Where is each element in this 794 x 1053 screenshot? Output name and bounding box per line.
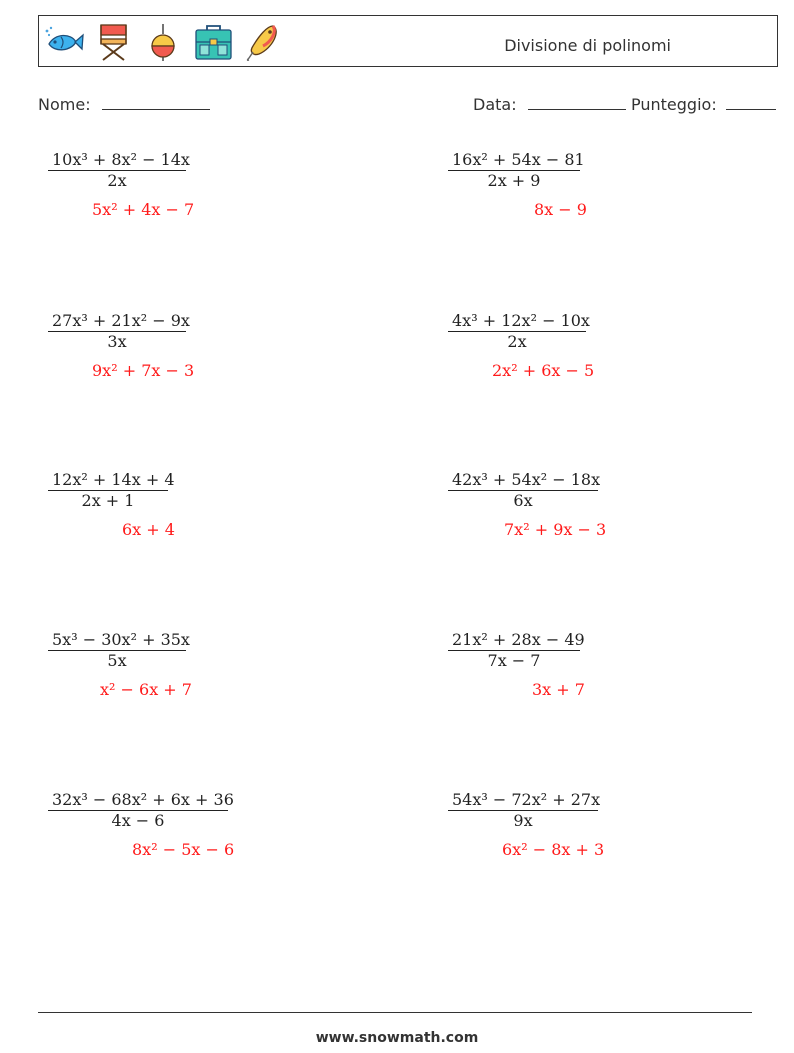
score-blank[interactable] [726,95,776,110]
fraction [48,630,190,671]
numerator: 5x³ − 30x² + 35x [52,630,190,649]
fishing-bobber-icon [143,22,184,62]
fraction [448,790,601,831]
date-label: Data: [473,95,517,114]
tackle-box-icon [193,22,234,62]
denominator: 2x + 1 [81,491,135,510]
numerator: 32x³ − 68x² + 6x + 36 [52,790,234,809]
date-field [473,95,626,114]
numerator: 42x³ + 54x² − 18x [452,470,601,489]
fraction [448,630,585,671]
numerator: 27x³ + 21x² − 9x [52,311,190,330]
fraction [48,470,175,511]
fraction [448,311,590,352]
name-field [38,95,210,114]
numerator: 16x² + 54x − 81 [452,150,585,169]
footer-url: www.snowmath.com [315,1030,479,1046]
denominator: 9x [513,811,533,830]
denominator: 2x [107,171,127,190]
score-label: Punteggio: [631,95,717,114]
fish-icon [43,22,84,62]
directors-chair-icon [93,22,134,62]
answer: 9x² + 7x − 3 [92,361,195,380]
worksheet-header [38,15,778,67]
denominator: 3x [107,332,127,351]
date-blank[interactable] [528,95,626,110]
name-label: Nome: [38,95,91,114]
numerator: 4x³ + 12x² − 10x [452,311,590,330]
fraction [48,311,190,352]
fishing-lure-icon [243,22,284,62]
fraction [448,470,601,511]
answer: 7x² + 9x − 3 [504,520,607,539]
header-icons [43,22,284,62]
numerator: 12x² + 14x + 4 [52,470,175,489]
denominator: 6x [513,491,533,510]
footer-divider [38,1012,752,1013]
numerator: 54x³ − 72x² + 27x [452,790,601,809]
denominator: 2x + 9 [487,171,541,190]
answer: x² − 6x + 7 [100,680,192,699]
numerator: 10x³ + 8x² − 14x [52,150,190,169]
answer: 6x² − 8x + 3 [502,840,605,859]
fraction [448,150,585,191]
denominator: 7x − 7 [487,651,541,670]
score-field [631,95,776,114]
answer: 2x² + 6x − 5 [492,361,595,380]
answer: 6x + 4 [122,520,175,539]
denominator: 5x [107,651,127,670]
name-blank[interactable] [102,95,210,110]
fraction [48,790,234,831]
answer: 8x − 9 [534,200,587,219]
fraction [48,150,190,191]
numerator: 21x² + 28x − 49 [452,630,585,649]
worksheet-title: Divisione di polinomi [504,36,671,55]
answer: 8x² − 5x − 6 [132,840,235,859]
answer: 3x + 7 [532,680,585,699]
answer: 5x² + 4x − 7 [92,200,195,219]
denominator: 4x − 6 [111,811,165,830]
denominator: 2x [507,332,527,351]
